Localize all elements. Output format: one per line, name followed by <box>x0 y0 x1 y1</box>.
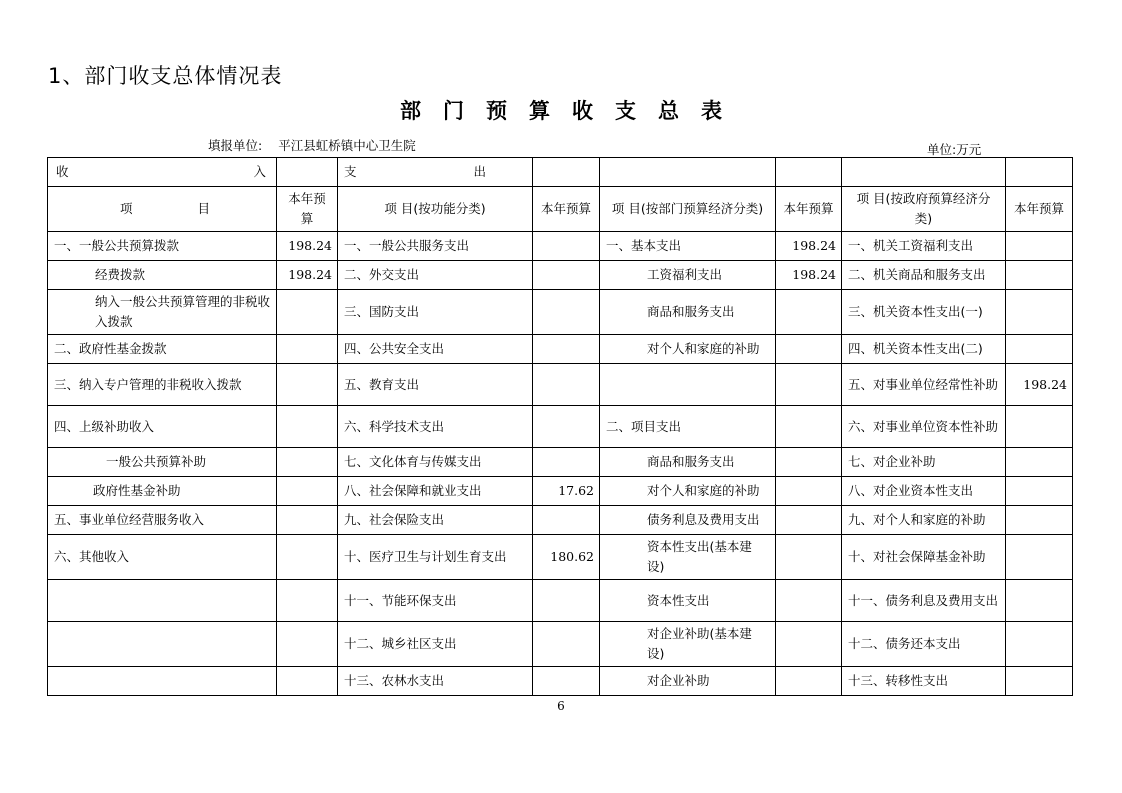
income-amount <box>277 406 338 448</box>
gov-econ-item: 七、对企业补助 <box>842 448 1006 477</box>
dept-econ-class-header: 项 目(按部门预算经济分类) <box>600 187 776 232</box>
organization-name: 平江县虹桥镇中心卫生院 <box>278 138 416 153</box>
dept-econ-amount <box>776 535 842 580</box>
income-header: 收 入 <box>48 158 277 187</box>
gov-econ-item: 四、机关资本性支出(二) <box>842 335 1006 364</box>
function-amount <box>533 364 600 406</box>
income-amount <box>277 535 338 580</box>
gov-econ-item: 六、对事业单位资本性补助 <box>842 406 1006 448</box>
income-item: 纳入一般公共预算管理的非税收入拨款 <box>48 290 277 335</box>
income-item: 二、政府性基金拨款 <box>48 335 277 364</box>
income-amount: 198.24 <box>277 232 338 261</box>
function-amount <box>533 232 600 261</box>
function-amount <box>533 506 600 535</box>
gov-econ-item: 十二、债务还本支出 <box>842 622 1006 667</box>
income-amount <box>277 622 338 667</box>
function-item: 六、科学技术支出 <box>338 406 533 448</box>
dept-econ-item: 资本性支出 <box>600 580 776 622</box>
function-amount <box>533 335 600 364</box>
dept-econ-item: 商品和服务支出 <box>600 448 776 477</box>
table-row <box>48 335 1073 364</box>
gov-econ-item: 一、机关工资福利支出 <box>842 232 1006 261</box>
income-amount <box>277 667 338 696</box>
gov-econ-amount <box>1006 261 1073 290</box>
dept-econ-item: 对个人和家庭的补助 <box>600 335 776 364</box>
table-row <box>48 232 1073 261</box>
dept-econ-item: 对企业补助(基本建设) <box>600 622 776 667</box>
gov-econ-amount <box>1006 232 1073 261</box>
blank-cell <box>842 158 1006 187</box>
dept-econ-amount <box>776 477 842 506</box>
blank-cell <box>277 158 338 187</box>
table-row <box>48 506 1073 535</box>
gov-econ-amount <box>1006 622 1073 667</box>
function-item: 二、外交支出 <box>338 261 533 290</box>
table-row <box>48 580 1073 622</box>
expense-header: 支 出 <box>338 158 533 187</box>
income-amount <box>277 335 338 364</box>
dept-econ-item: 债务利息及费用支出 <box>600 506 776 535</box>
income-item <box>48 580 277 622</box>
function-item: 十二、城乡社区支出 <box>338 622 533 667</box>
function-item: 十一、节能环保支出 <box>338 580 533 622</box>
gov-econ-amount <box>1006 580 1073 622</box>
income-item <box>48 622 277 667</box>
amount-header: 本年预算 <box>1006 187 1073 232</box>
dept-econ-amount <box>776 364 842 406</box>
gov-econ-item: 二、机关商品和服务支出 <box>842 261 1006 290</box>
gov-econ-item: 十、对社会保障基金补助 <box>842 535 1006 580</box>
income-amount <box>277 580 338 622</box>
gov-econ-amount <box>1006 335 1073 364</box>
gov-econ-item: 八、对企业资本性支出 <box>842 477 1006 506</box>
income-item: 经费拨款 <box>48 261 277 290</box>
dept-econ-item: 商品和服务支出 <box>600 290 776 335</box>
gov-econ-amount <box>1006 667 1073 696</box>
income-item: 四、上级补助收入 <box>48 406 277 448</box>
gov-econ-amount: 198.24 <box>1006 364 1073 406</box>
gov-econ-amount <box>1006 535 1073 580</box>
dept-econ-amount <box>776 580 842 622</box>
dept-econ-amount <box>776 622 842 667</box>
section-heading: 1、部门收支总体情况表 <box>48 64 283 88</box>
table-row <box>48 477 1073 506</box>
gov-econ-item: 十三、转移性支出 <box>842 667 1006 696</box>
table-row <box>48 261 1073 290</box>
function-amount: 180.62 <box>533 535 600 580</box>
function-class-header: 项 目(按功能分类) <box>338 187 533 232</box>
dept-econ-amount <box>776 448 842 477</box>
function-amount: 17.62 <box>533 477 600 506</box>
function-item: 一、一般公共服务支出 <box>338 232 533 261</box>
income-amount <box>277 506 338 535</box>
function-amount <box>533 580 600 622</box>
dept-econ-amount <box>776 335 842 364</box>
document-title: 部门预算收支总表 <box>400 99 744 123</box>
header-row-section <box>48 158 1073 187</box>
gov-econ-item: 十一、债务利息及费用支出 <box>842 580 1006 622</box>
income-item: 一般公共预算补助 <box>48 448 277 477</box>
filling-unit-label: 填报单位: <box>208 138 263 153</box>
dept-econ-amount <box>776 406 842 448</box>
function-item: 三、国防支出 <box>338 290 533 335</box>
function-amount <box>533 448 600 477</box>
function-item: 十三、农林水支出 <box>338 667 533 696</box>
dept-econ-item: 对个人和家庭的补助 <box>600 477 776 506</box>
amount-header: 本年预算 <box>776 187 842 232</box>
dept-econ-item: 资本性支出(基本建设) <box>600 535 776 580</box>
page-number: 6 <box>557 699 565 713</box>
gov-econ-amount <box>1006 406 1073 448</box>
gov-econ-class-header: 项 目(按政府预算经济分类) <box>842 187 1006 232</box>
dept-econ-amount: 198.24 <box>776 232 842 261</box>
header-row-columns <box>48 187 1073 232</box>
gov-econ-item: 九、对个人和家庭的补助 <box>842 506 1006 535</box>
dept-econ-item: 工资福利支出 <box>600 261 776 290</box>
dept-econ-item: 对企业补助 <box>600 667 776 696</box>
function-amount <box>533 406 600 448</box>
function-item: 五、教育支出 <box>338 364 533 406</box>
income-item: 五、事业单位经营服务收入 <box>48 506 277 535</box>
amount-header: 本年预算 <box>277 187 338 232</box>
dept-econ-amount <box>776 506 842 535</box>
gov-econ-amount <box>1006 506 1073 535</box>
blank-cell <box>776 158 842 187</box>
function-item: 四、公共安全支出 <box>338 335 533 364</box>
dept-econ-amount <box>776 667 842 696</box>
table-row <box>48 667 1073 696</box>
dept-econ-amount: 198.24 <box>776 261 842 290</box>
income-amount <box>277 448 338 477</box>
blank-cell <box>1006 158 1073 187</box>
function-amount <box>533 667 600 696</box>
dept-econ-item: 二、项目支出 <box>600 406 776 448</box>
table-row <box>48 448 1073 477</box>
table-row <box>48 406 1073 448</box>
income-item: 六、其他收入 <box>48 535 277 580</box>
item-header: 项 目 <box>48 187 277 232</box>
income-amount: 198.24 <box>277 261 338 290</box>
gov-econ-amount <box>1006 448 1073 477</box>
blank-cell <box>533 158 600 187</box>
income-item: 三、纳入专户管理的非税收入拨款 <box>48 364 277 406</box>
dept-econ-item: 一、基本支出 <box>600 232 776 261</box>
table-row <box>48 535 1073 580</box>
function-amount <box>533 290 600 335</box>
income-item: 政府性基金补助 <box>48 477 277 506</box>
amount-header: 本年预算 <box>533 187 600 232</box>
function-amount <box>533 261 600 290</box>
function-amount <box>533 622 600 667</box>
function-item: 九、社会保险支出 <box>338 506 533 535</box>
money-unit: 单位:万元 <box>927 142 982 157</box>
income-amount <box>277 477 338 506</box>
gov-econ-item: 五、对事业单位经常性补助 <box>842 364 1006 406</box>
function-item: 八、社会保障和就业支出 <box>338 477 533 506</box>
dept-econ-item <box>600 364 776 406</box>
income-item: 一、一般公共预算拨款 <box>48 232 277 261</box>
income-item <box>48 667 277 696</box>
table-row <box>48 290 1073 335</box>
income-amount <box>277 364 338 406</box>
filling-unit <box>208 136 416 154</box>
function-item: 十、医疗卫生与计划生育支出 <box>338 535 533 580</box>
income-amount <box>277 290 338 335</box>
table-row <box>48 622 1073 667</box>
dept-econ-amount <box>776 290 842 335</box>
table-row <box>48 364 1073 406</box>
blank-cell <box>600 158 776 187</box>
gov-econ-item: 三、机关资本性支出(一) <box>842 290 1006 335</box>
function-item: 七、文化体育与传媒支出 <box>338 448 533 477</box>
gov-econ-amount <box>1006 477 1073 506</box>
budget-summary-table <box>47 157 1073 696</box>
gov-econ-amount <box>1006 290 1073 335</box>
